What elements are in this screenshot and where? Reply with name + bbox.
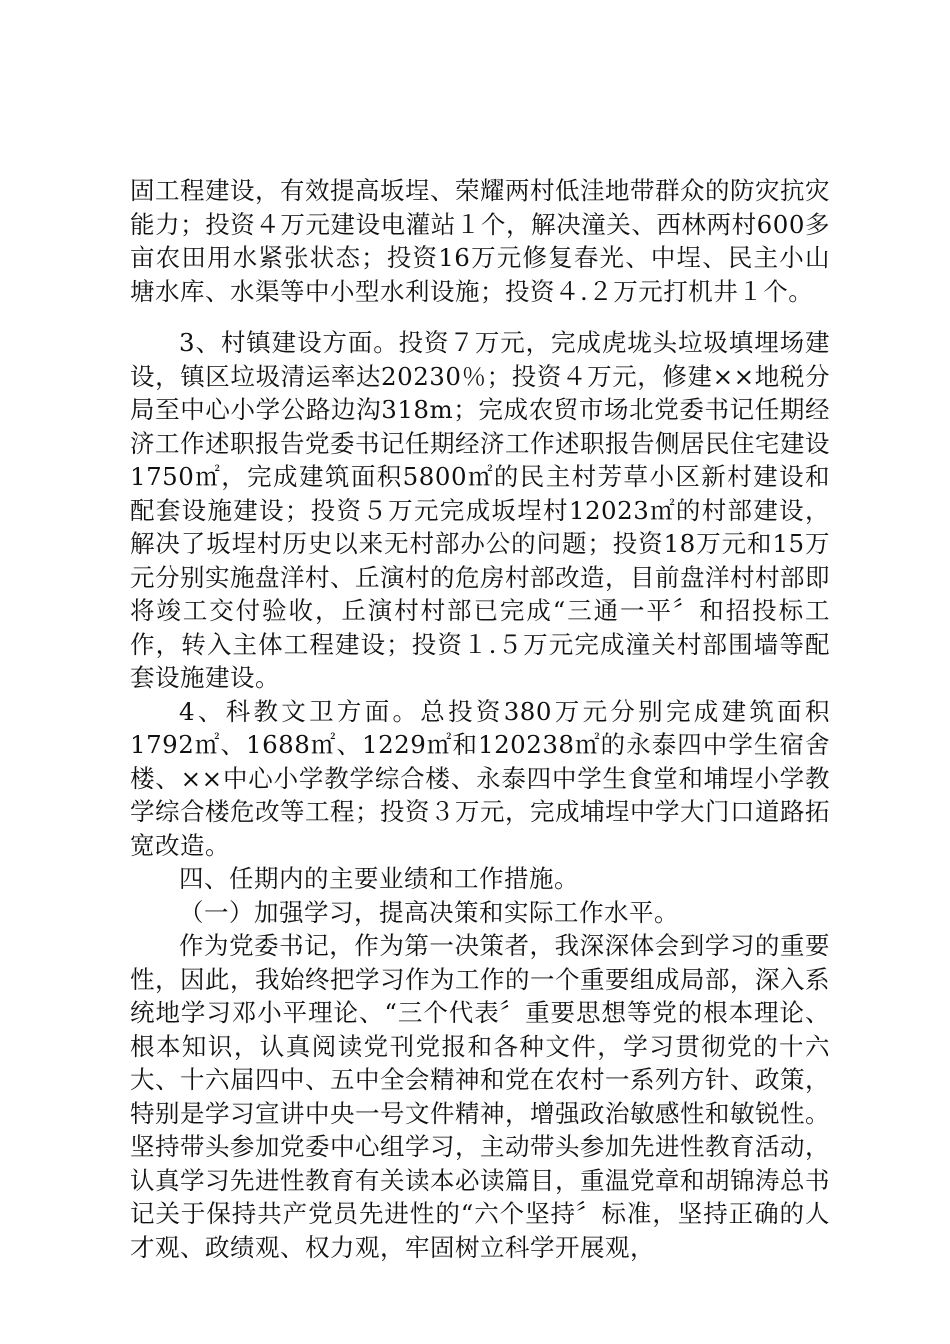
paragraph-study-details: 作为党委书记，作为第一决策者，我深深体会到学习的重要性，因此，我始终把学习作为工作的一个重要组成局部，深入系统地学习邓小平理论、“三个代表〞重要思想等党的根本理论、根本知识，认真阅读党刊党报和各种文件，学习贯彻党的十六大、十六届四中、五中全会精神和党在农村一系列方针、政策，特别是学习宣讲中央一号文件精神，增强政治敏感性和敏锐性。坚持带头参加党委中心组学习，主动带头参加先进性教育活动，认真学习先进性教育有关读本必读篇目，重温党章和胡锦涛总书记关于保持共产党员先进性的“六个坚持〞标准，坚持正确的人才观、政绩观、权力观，牢固树立科学开展观， — [130, 931, 830, 1262]
text-block-top — [130, 174, 830, 308]
paragraph-village-construction: 3、村镇建设方面。投资７万元，完成虎垅头垃圾填埋场建设，镇区垃圾清运率达20230％；投资４万元，修建××地税分局至中心小学公路边沟318m；完成农贸市场北党委书记任期经济工作述职报告党委书记任期经济工作述职报告侧居民住宅建设1750㎡，完成建筑面积5800㎡的民主村芳草小区新村建设和配套设施建设；投资５万元完成坂埕村12023㎡的村部建设，解决了坂埕村历史以来无村部办公的问题；投资18万元和15万元分别实施盘洋村、丘演村的危房村部改造，目前盘洋村村部即将竣工交付验收，丘演村村部已完成“三通一平〞和招投标工作，转入主体工程建设；投资１.５万元完成潼关村部围墙等配套设施建设。 — [130, 328, 830, 692]
section-heading-achievements: 四、任期内的主要业绩和工作措施。 — [179, 864, 579, 893]
paragraph-education-health: 4、科教文卫方面。总投资380万元分别完成建筑面积1792㎡、1688㎡、1229㎡和120238㎡的永泰四中学生宿舍楼、××中心小学教学综合楼、永泰四中学生食堂和埔埕小学教学综合楼危改等工程；投资３万元，完成埔埕中学大门口道路拓宽改造。 — [130, 696, 830, 860]
subsection-heading-study: （一）加强学习，提高决策和实际工作水平。 — [179, 897, 679, 927]
paragraph-water-projects: 固工程建设，有效提高坂埕、荣耀两村低洼地带群众的防灾抗灾能力；投资４万元建设电灌站１个，解决潼关、西林两村600多亩农田用水紧张状态；投资16万元修复春光、中埕、民主小山塘水库、水渠等中小型水利设施；投资４.２万元打机井１个。 — [130, 176, 830, 306]
text-block-main — [130, 326, 830, 1264]
